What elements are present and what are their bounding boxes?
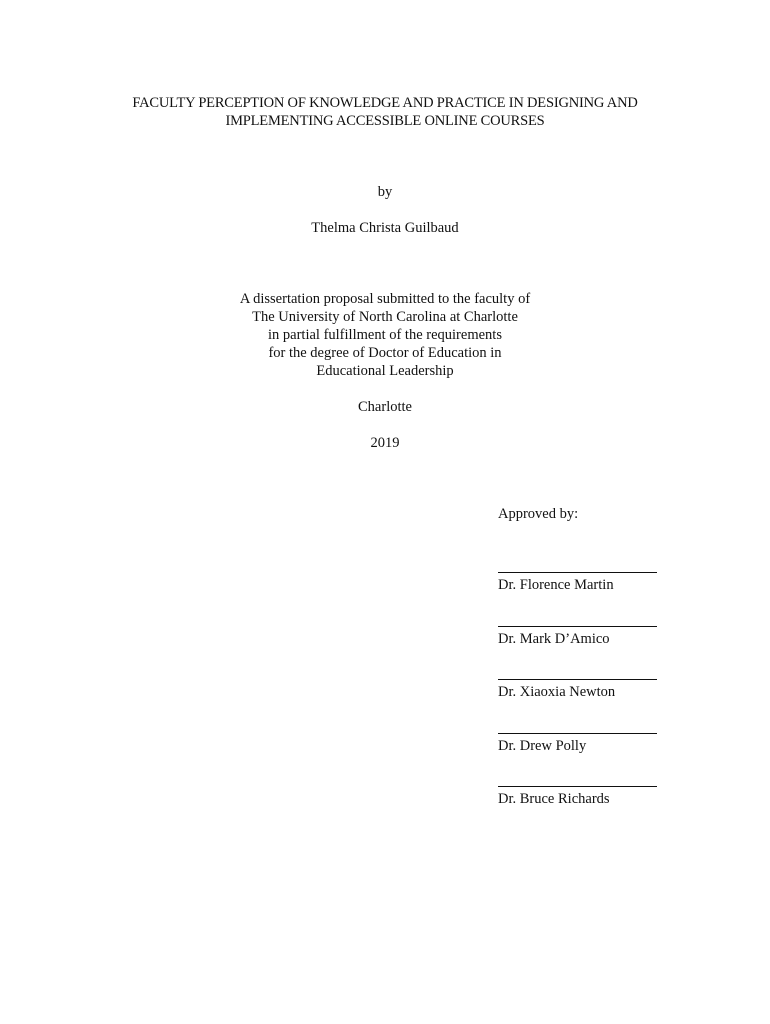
proposal-line-2: The University of North Carolina at Charlotte <box>252 309 518 325</box>
committee-member-name: Dr. Xiaoxia Newton <box>498 684 616 700</box>
year: 2019 <box>370 435 400 451</box>
city: Charlotte <box>358 399 412 415</box>
committee-member <box>498 786 698 808</box>
committee-member <box>498 626 698 648</box>
committee-member <box>498 572 698 594</box>
signature-line <box>498 733 657 734</box>
proposal-statement <box>0 290 770 380</box>
committee-member-name: Dr. Bruce Richards <box>498 791 610 807</box>
proposal-line-1: A dissertation proposal submitted to the faculty of <box>239 291 531 307</box>
approval-section <box>498 505 698 807</box>
proposal-line-3: in partial fulfillment of the requirements <box>268 327 502 343</box>
signature-line <box>498 786 657 787</box>
committee-member <box>498 679 698 701</box>
proposal-line-5: Educational Leadership <box>316 363 454 379</box>
signature-line <box>498 679 657 680</box>
by-label: by <box>377 184 393 200</box>
signature-line <box>498 572 657 573</box>
committee-member-name: Dr. Mark D’Amico <box>498 631 610 647</box>
dissertation-title <box>0 94 770 130</box>
committee-member-name: Dr. Florence Martin <box>498 577 614 593</box>
approved-by-label: Approved by: <box>498 506 579 522</box>
committee-member-name: Dr. Drew Polly <box>498 738 587 754</box>
title-line-1: FACULTY PERCEPTION OF KNOWLEDGE AND PRACTICE IN DESIGNING AND <box>132 95 638 111</box>
signature-line <box>498 626 657 627</box>
proposal-line-4: for the degree of Doctor of Education in <box>268 345 502 361</box>
committee-member <box>498 733 698 755</box>
title-line-2: IMPLEMENTING ACCESSIBLE ONLINE COURSES <box>225 113 545 129</box>
author-name: Thelma Christa Guilbaud <box>311 220 459 236</box>
